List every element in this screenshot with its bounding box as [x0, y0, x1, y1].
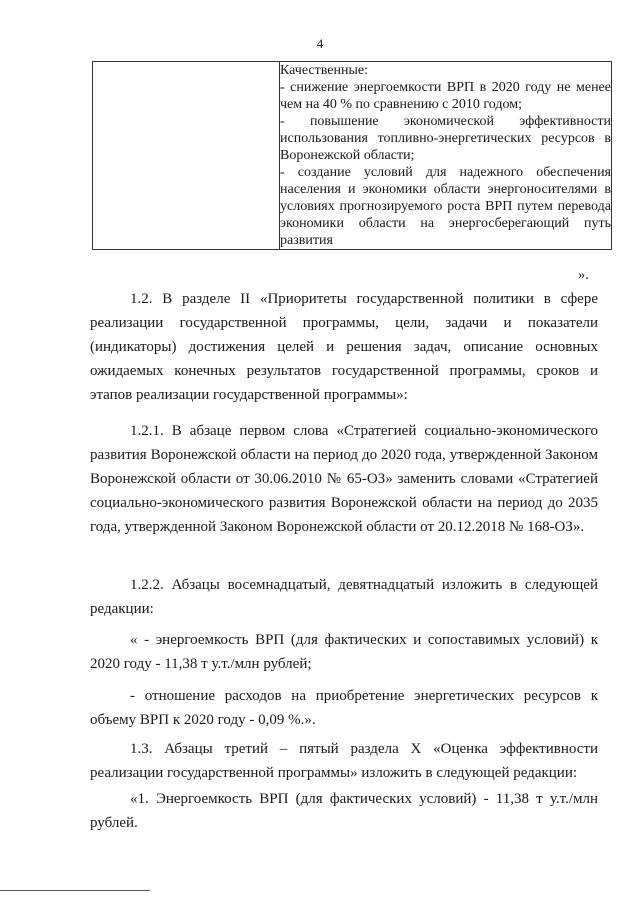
- paragraph-indicator-1: «1. Энергоемкость ВРП (для фактических условий) - 11,38 т у.т./млн рублей.: [90, 791, 598, 831]
- cell-item-energy-intensity: - снижение энергоемкости ВРП в 2020 году не менее чем на 40 % по сравнению с 2010 годом;: [280, 80, 611, 112]
- paragraph-1-2-1: 1.2.1. В абзаце первом слова «Стратегией социально-экономического развития Воронежской области на период до 2020 года, утвержденной Законом Воронежской области от 30.06.2010 № 65-ОЗ» заменить словами «Стратегией социально-экономического развития Воронежской области на период до 2035 года, утвержденной Законом Воронежской области от 20.12.2018 № 168-ОЗ».: [90, 423, 598, 535]
- table-cell-qualitative: [280, 62, 612, 250]
- table-row: [93, 62, 612, 250]
- table-cell-left-empty: [93, 62, 280, 250]
- indicators-table: [92, 61, 612, 250]
- closing-quote: ».: [578, 267, 589, 283]
- paragraph-quote-energy-intensity: « - энергоемкость ВРП (для фактических и сопоставимых условий) к 2020 году - 11,38 т у.т./млн рублей;: [90, 632, 598, 672]
- cell-item-supply-conditions: - создание условий для надежного обеспечения населения и экономики области энергоносителями в условиях прогнозируемого роста ВРП путем перевода экономики области на энергосберегающий путь развития: [280, 165, 611, 248]
- footer-rule: [0, 890, 150, 891]
- cell-heading: Качественные:: [280, 63, 368, 78]
- paragraph-1-2-2: 1.2.2. Абзацы восемнадцатый, девятнадцатый изложить в следующей редакции:: [90, 577, 598, 617]
- paragraph-1-2: 1.2. В разделе II «Приоритеты государственной политики в сфере реализации государственной программы, цели, задачи и показатели (индикаторы) достижения целей и решения задач, описание основных ожидаемых конечных результатов государственной программы, сроков и этапов реализации государственной программы»:: [90, 291, 598, 403]
- paragraph-1-3: 1.3. Абзацы третий – пятый раздела X «Оценка эффективности реализации государственной программы» изложить в следующей редакции:: [90, 741, 598, 781]
- paragraph-quote-energy-costs: - отношение расходов на приобретение энергетических ресурсов к объему ВРП к 2020 году - 0,09 %.».: [90, 688, 598, 728]
- page-number: 4: [316, 36, 324, 51]
- cell-item-efficiency: - повышение экономической эффективности использования топливно-энергетических ресурсов в Воронежской области;: [280, 114, 611, 163]
